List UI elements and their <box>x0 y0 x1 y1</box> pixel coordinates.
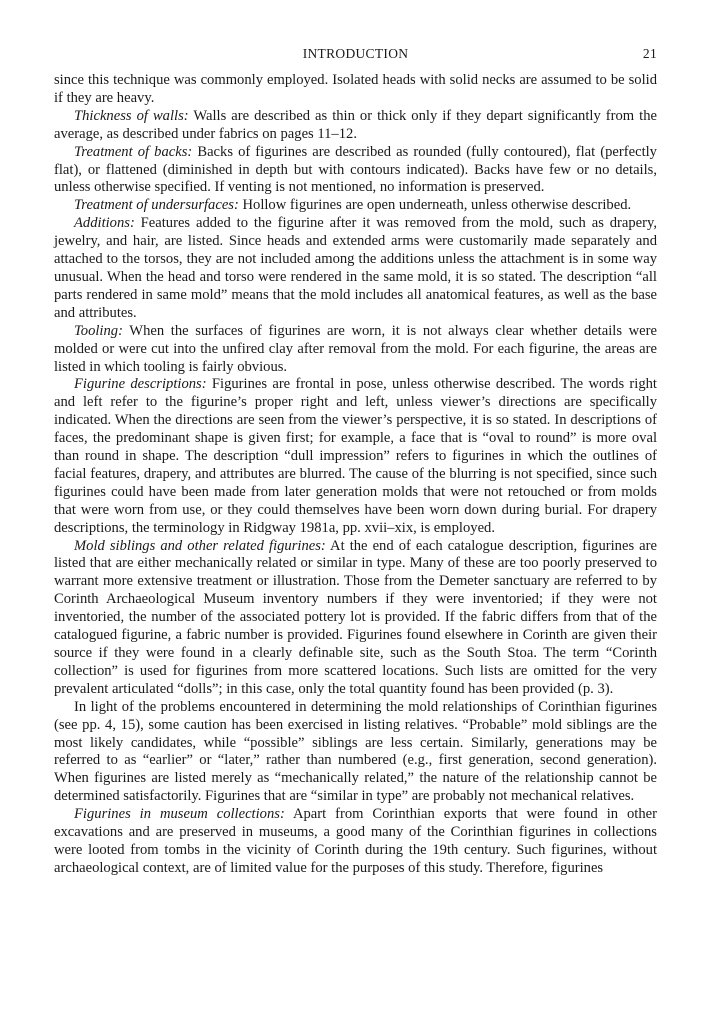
paragraph-lead: Treatment of backs: <box>74 143 193 160</box>
paragraph-text: Backs of figurines are described as rounded (fully contoured), flat (perfectly flat), or flattened (diminished in depth but with contours indicated). Backs have few or no details, unless otherwise specified. If venting is not mentioned, no information is preserved. <box>54 143 657 196</box>
paragraph-additions <box>54 215 657 322</box>
paragraph-lead: Figurines in museum collections: <box>74 806 285 823</box>
paragraph-treatment-of-undersurfaces <box>54 197 657 215</box>
paragraph-text: Features added to the figurine after it was removed from the mold, such as drapery, jewelry, and hair, are listed. Since heads and extended arms were customarily made separately and attached to the torsos, they are not included among the additions unless the attachment is in some way unusual. When the head and torso were rendered in the same mold, it is so stated. The description “all parts rendered in same mold” means that the mold includes all anatomical features, as well as the base and attributes. <box>54 215 657 321</box>
paragraph-lead: Thickness of walls: <box>74 107 189 124</box>
page-number: 21 <box>642 46 657 61</box>
paragraph-treatment-of-backs <box>54 144 657 198</box>
paragraph-mold-relationships <box>54 699 657 806</box>
paragraph-lead: Treatment of undersurfaces: <box>74 197 239 214</box>
paragraph-museum-collections <box>54 806 657 878</box>
paragraph-text: Figurines are frontal in pose, unless otherwise described. The words right and left refer to the figurine’s proper right and left, unless viewer’s directions are specifically indicated. When the directions are seen from the viewer’s perspective, it is so stated. In descriptions of faces, the predominant shape is given first; for example, a face that is “oval to round” is more oval than round in shape. The description “dull impression” refers to figurines in which the outlines of facial features, drapery, and attributes are blurred. The cause of the blurring is not specified, since such figurines could have been made from later generation molds that were not retouched or from molds that were worn from use, or they could themselves have been worn down during burial. For drapery descriptions, the terminology in Ridgway 1981a, pp. xvii–xix, is employed. <box>54 376 657 536</box>
paragraph-tooling <box>54 323 657 377</box>
paragraph-text: Walls are described as thin or thick only if they depart significantly from the average, as described under fabrics on pages 11–12. <box>54 107 657 142</box>
paragraph-text: Apart from Corinthian exports that were found in other excavations and are preserved in museums, a good many of the Corinthian figurines in collections were looted from tombs in the vicinity of Corinth during the 19th century. Such figurines, without archaeological context, are of limited value for the purposes of this study. Therefore, figurines <box>54 806 657 876</box>
paragraph-text: When the surfaces of figurines are worn, it is not always clear whether details were molded or were cut into the unfired clay after removal from the mold. For each figurine, the areas are listed in which tooling is fairly obvious. <box>54 322 657 375</box>
running-title: INTRODUCTION <box>302 46 409 61</box>
paragraph-thickness-of-walls <box>54 108 657 144</box>
paragraph-text: since this technique was commonly employed. Isolated heads with solid necks are assumed to be solid if they are heavy. <box>54 72 657 106</box>
paragraph-lead: Tooling: <box>74 322 123 339</box>
running-header <box>54 42 657 62</box>
paragraph-continuation <box>54 72 657 108</box>
paragraph-figurine-descriptions <box>54 376 657 537</box>
paragraph-text: In light of the problems encountered in determining the mold relationships of Corinthian figurines (see pp. 4, 15), some caution has been exercised in listing relatives. “Probable” mold siblings are the most likely candidates, while “possible” siblings are less certain. Similarly, generations may be referred to as “earlier” or “later,” rather than numbered (e.g., first generation, second generation). When figurines are listed merely as “mechanically related,” the nature of the relationship cannot be determined satisfactorily. Figurines that are “similar in type” are probably not mechanical relatives. <box>54 698 657 805</box>
body-text <box>54 72 657 878</box>
paragraph-mold-siblings <box>54 538 657 699</box>
paragraph-lead: Figurine descriptions: <box>74 376 207 393</box>
paragraph-text: Hollow figurines are open underneath, unless otherwise described. <box>238 197 632 214</box>
paragraph-lead: Additions: <box>74 215 135 232</box>
paragraph-lead: Mold siblings and other related figurines: <box>74 537 326 554</box>
paragraph-text: At the end of each catalogue description, figurines are listed that are either mechanically related or similar in type. Many of these are too poorly preserved to warrant more extensive treatment or illustration. Those from the Demeter sanctuary are referred to by Corinth Archaeological Museum inventory numbers if they were inventoried; if they were not inventoried, the number of the associated pottery lot is provided. If the fabric differs from that of the catalogued figurine, a fabric number is provided. Figurines found elsewhere in Corinth are given their source if they were found in a clearly definable site, such as the South Stoa. The term “Corinth collection” is used for figurines from more scattered locations. Such lists are omitted for the very prevalent articulated “dolls”; in this case, only the total quantity found has been provided (p. 3). <box>54 537 658 697</box>
